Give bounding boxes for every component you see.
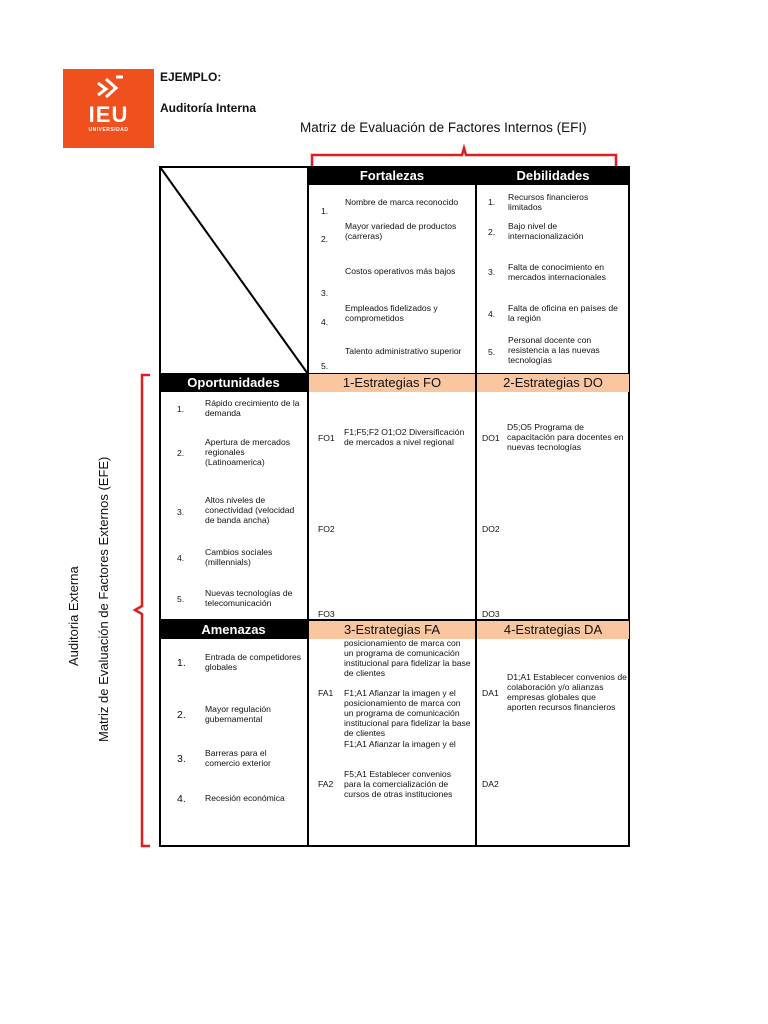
efi-bracket <box>312 148 616 166</box>
logo-brand: IEU <box>88 102 129 127</box>
oportunidad-num-2: 2. <box>177 448 185 458</box>
fortaleza-num-1: 1. <box>321 206 329 216</box>
amenaza-4: Recesión económica <box>205 793 285 803</box>
fortaleza-num-2: 2. <box>321 234 329 244</box>
amenaza-num-2: 2. <box>177 709 186 721</box>
amenaza-3: Barreras para el comercio exterior <box>205 748 271 768</box>
fortaleza-2: Mayor variedad de productos (carreras) <box>345 221 457 241</box>
fortaleza-3: Costos operativos más bajos <box>345 266 456 276</box>
fa1-label: FA1 <box>318 688 334 698</box>
estrategias-fo-header: 1-Estrategias FO <box>309 374 475 392</box>
header-subtitle: Auditoría Interna <box>160 101 257 115</box>
amenaza-num-4: 4. <box>177 793 186 805</box>
amenazas-header: Amenazas <box>160 621 307 639</box>
oportunidad-1: Rápido crecimiento de la demanda <box>205 398 300 418</box>
debilidad-num-3: 3. <box>488 267 496 277</box>
oportunidad-3: Altos niveles de conectividad (velocidad de banda ancha) <box>205 495 295 525</box>
oportunidad-num-5: 5. <box>177 594 185 604</box>
fortaleza-num-3: 3. <box>321 288 329 298</box>
efe-inner-title: Matriz de Evaluación de Factores Externos (EFE) <box>96 456 111 742</box>
oportunidad-5: Nuevas tecnologías de telecomunicación <box>205 588 293 608</box>
oportunidad-num-3: 3. <box>177 507 185 517</box>
amenaza-num-1: 1. <box>177 657 186 669</box>
amenaza-num-3: 3. <box>177 753 186 765</box>
debilidad-num-1: 1. <box>488 197 496 207</box>
fortaleza-4: Empleados fidelizados y comprometidos <box>345 303 438 323</box>
oportunidades-header: Oportunidades <box>160 374 307 392</box>
da1-label: DA1 <box>482 688 499 698</box>
fa2-label: FA2 <box>318 779 334 789</box>
fa2-text: F5;A1 Establecer convenios para la comercialización de cursos de otras instituciones <box>344 769 453 799</box>
estrategias-fa-header: 3-Estrategias FA <box>309 621 475 639</box>
debilidad-num-4: 4. <box>488 309 496 319</box>
fortaleza-5: Talento administrativo superior <box>345 346 462 356</box>
logo-tagline: UNIVERSIDAD <box>88 127 129 133</box>
amenaza-2: Mayor regulación gubernamental <box>205 704 271 724</box>
debilidad-4: Falta de oficina en países de la región <box>508 303 618 323</box>
fo1-text: F1;F5;F2 O1;O2 Diversificación de mercados a nivel regional <box>344 427 465 447</box>
debilidad-1: Recursos financieros limitados <box>508 192 589 212</box>
do3-label: DO3 <box>482 609 500 619</box>
debilidad-num-2: 2. <box>488 227 496 237</box>
debilidad-5: Personal docente con resistencia a las nuevas tecnologías <box>508 335 600 365</box>
debilidad-num-5: 5. <box>488 347 496 357</box>
oportunidad-num-4: 4. <box>177 553 185 563</box>
fa1-text: F1;A1 Afianzar la imagen y el posicionamiento de marca con un programa de comunicación institucional para fidelizar la base de clientes <box>344 688 471 738</box>
efe-bracket <box>135 375 150 846</box>
do2-label: DO2 <box>482 524 500 534</box>
fo2-label: FO2 <box>318 524 335 534</box>
fortaleza-1: Nombre de marca reconocido <box>345 197 459 207</box>
fortaleza-num-4: 4. <box>321 317 329 327</box>
estrategias-do-header: 2-Estrategias DO <box>477 374 629 392</box>
fa-extra-text: F1;A1 Afianzar la imagen y el <box>344 739 456 749</box>
header-example: EJEMPLO: <box>160 70 222 84</box>
debilidades-header: Debilidades <box>477 167 629 185</box>
fortaleza-num-5: 5. <box>321 361 329 371</box>
fo3-label: FO3 <box>318 609 335 619</box>
efe-outer-title: Auditoria Externa <box>66 566 81 666</box>
da1-text: D1;A1 Establecer convenios de colaboración y/o alianzas empresas globales que aporten recursos financieros <box>507 672 627 712</box>
do1-label: DO1 <box>482 433 500 443</box>
efi-title: Matriz de Evaluación de Factores Internos (EFI) <box>300 120 587 135</box>
estrategias-da-header: 4-Estrategias DA <box>477 621 629 639</box>
fortalezas-header: Fortalezas <box>309 167 475 185</box>
fo1-label: FO1 <box>318 433 335 443</box>
debilidad-2: Bajo nivel de internacionalización <box>508 221 584 241</box>
amenaza-1: Entrada de competidores globales <box>205 652 302 672</box>
oportunidad-2: Apertura de mercados regionales (Latinoamerica) <box>205 437 291 467</box>
oportunidad-num-1: 1. <box>177 404 185 414</box>
matrix-diagonal <box>160 167 308 374</box>
debilidad-3: Falta de conocimiento en mercados internacionales <box>508 262 606 282</box>
oportunidad-4: Cambios sociales (millennials) <box>205 547 273 567</box>
da2-label: DA2 <box>482 779 499 789</box>
do1-text: D5;O5 Programa de capacitación para docentes en nuevas tecnologías <box>507 422 624 452</box>
fa-top-text: posicionamiento de marca con un programa de comunicación institucional para fidelizar la base de clientes <box>344 638 471 678</box>
